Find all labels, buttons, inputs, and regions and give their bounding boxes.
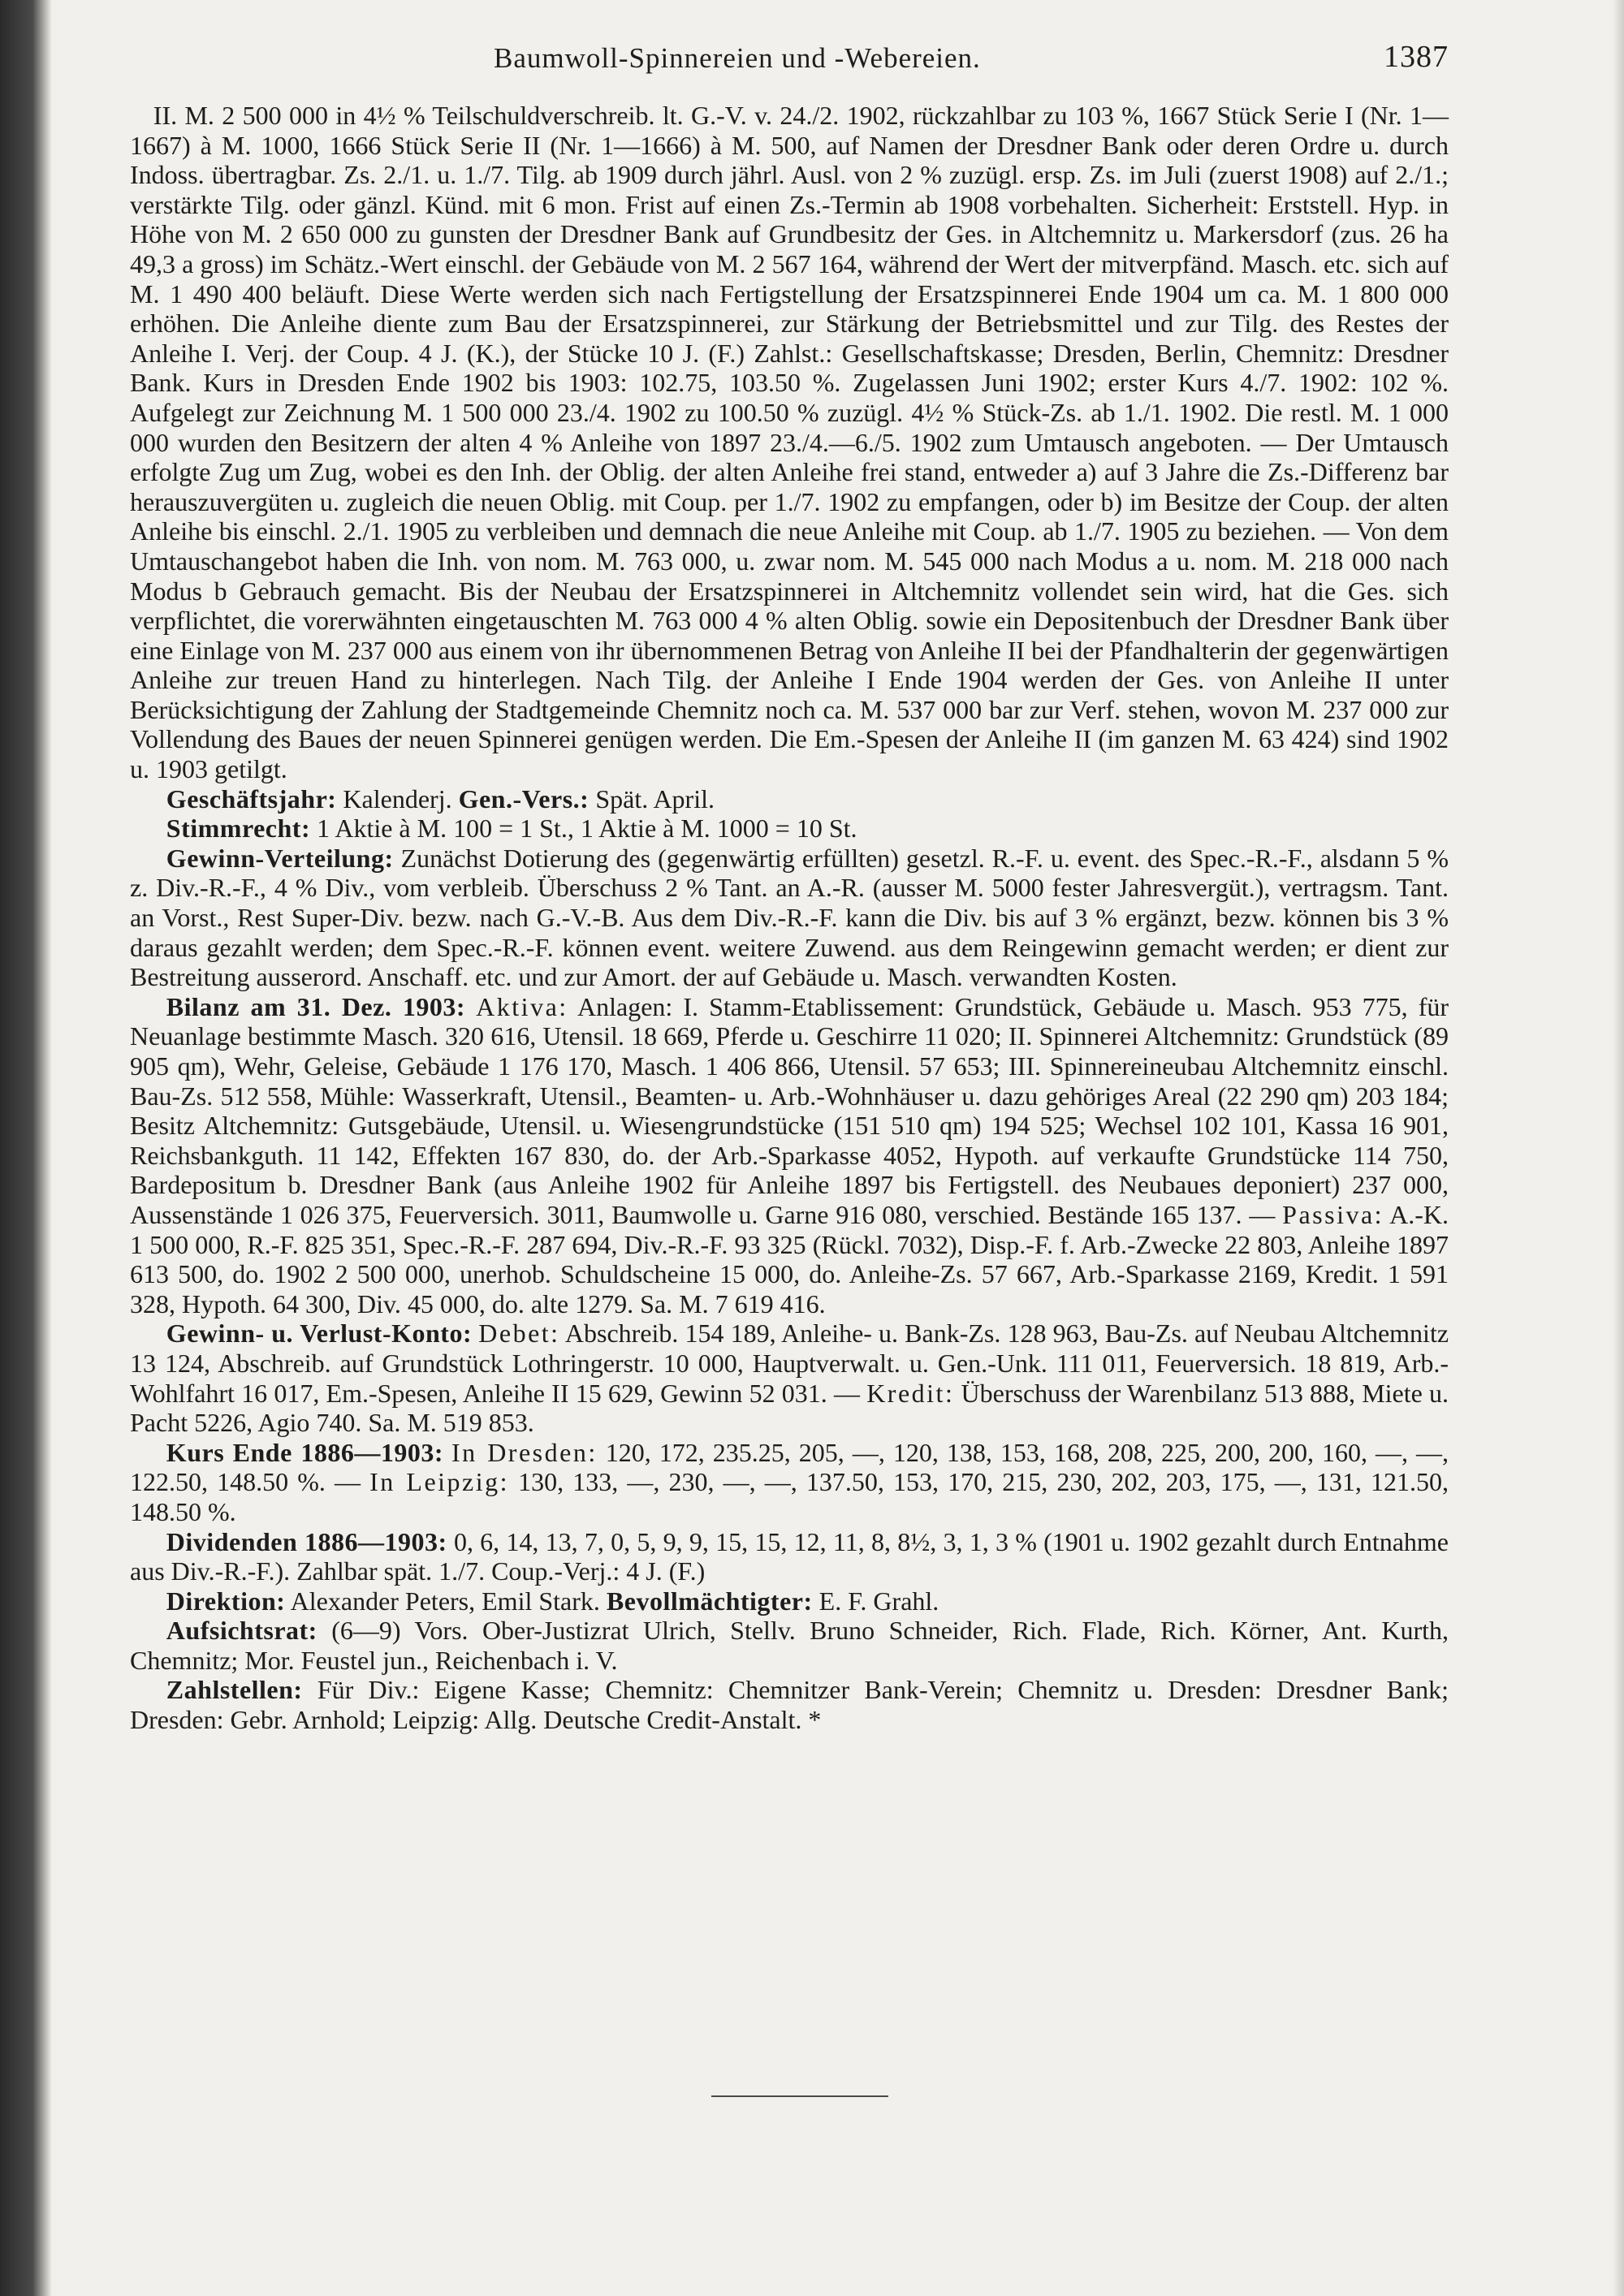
geschaeftsjahr-paragraph (130, 784, 1449, 814)
debet-text: Abschreib. 154 189, Anleihe- u. Bank-Zs. 128 963, Bau-Zs. auf Neubau Altchemnitz 13 124, Abschreib. auf Grundstück Lothringerstr. 10 000, Hauptverwalt. u. Gen.-Unk. 111 011, Feuerversich. 18 819, Arb.-Wohlfahrt 16 017, Em.-Spesen, Anleihe II 15 629, Gewinn 52 031. — (130, 1318, 1449, 1408)
kurs-label: Kurs Ende 1886—1903: (166, 1437, 443, 1467)
aufsichtsrat-paragraph (130, 1616, 1449, 1675)
kredit-text: Überschuss der Warenbilanz 513 888, Miete u. Pacht 5226, Agio 740. Sa. M. 519 853. (130, 1378, 1449, 1438)
zahlstellen-label: Zahlstellen: (166, 1675, 303, 1705)
kurs-dresden-text: 120, 172, 235.25, 205, —, 120, 138, 153, 168, 208, 225, 200, 200, 160, —, —, 122.50, 148.50 %. — (130, 1437, 1449, 1497)
dividenden-text: 0, 6, 14, 13, 7, 0, 5, 9, 9, 15, 15, 12, 11, 8, 8½, 3, 1, 3 % (1901 u. 1902 gezahlt durch Entnahme aus Div.-R.-F.). Zahlbar spät. 1./7. Coup.-Verj.: 4 J. (F.) (130, 1526, 1449, 1586)
geschaeftsjahr-text: Kalenderj. (343, 783, 452, 814)
kurs-dresden-label: In Dresden: (451, 1437, 598, 1467)
aktiva-label: Aktiva: (476, 991, 568, 1021)
running-title: Baumwoll-Spinnereien und -Webereien. (494, 42, 981, 74)
passiva-text: A.-K. 1 500 000, R.-F. 825 351, Spec.-R.-F. 287 694, Div.-R.-F. 93 325 (Rückl. 7032), Disp.-F. f. Arb.-Zwecke 22 803, Anleihe 1897 613 500, do. 1902 2 500 000, unerhob. Schuldscheine 15 000, do. Anleihe-Zs. 57 667, Arb.-Sparkasse 2169, Kredit. 1 591 328, Hypoth. 64 300, Div. 45 000, do. alte 1279. Sa. M. 7 619 416. (130, 1199, 1449, 1318)
section-divider (711, 2095, 888, 2097)
guv-label: Gewinn- u. Verlust-Konto: (166, 1318, 473, 1349)
aufsichtsrat-text: (6—9) Vors. Ober-Justizrat Ulrich, Stellv. Bruno Schneider, Rich. Flade, Rich. Körner, Ant. Kurth, Chemnitz; Mor. Feustel jun., Reichenbach i. V. (130, 1616, 1449, 1675)
aktiva-text: Anlagen: I. Stamm-Etablissement: Grundstück, Gebäude u. Masch. 953 775, für Neuanlage bestimmte Masch. 320 616, Utensil. 18 669, Pferde u. Geschirre 11 020; II. Spinnerei Altchemnitz: Grundstück (89 905 qm), Wehr, Geleise, Gebäude 1 176 170, Masch. 1 406 866, Utensil. 57 653; III. Spinnereineubau Altchemnitz einschl. Bau-Zs. 512 558, Mühle: Wasserkraft, Utensil., Beamten- u. Arb.-Wohnhäuser u. dazu gehöriges Areal (22 290 qm) 203 184; Besitz Altchemnitz: Gutsgebäude, Utensil. u. Wiesengrundstücke (151 510 qm) 194 525; Wechsel 102 101, Kassa 16 901, Reichsbankguth. 11 142, Effekten 167 830, do. der Arb.-Sparkasse 4052, Hypoth. auf verkaufte Grundstücke 114 750, Bardepositum b. Dresdner Bank (aus Anleihe 1902 für Anleihe 1897 bis Fertigstell. des Neubaues deponiert) 237 000, Aussenstände 1 026 375, Feuerversich. 3011, Baumwolle u. Garne 916 080, verschied. Bestände 165 137. (130, 991, 1449, 1229)
stimmrecht-paragraph (130, 814, 1449, 844)
dividenden-paragraph (130, 1527, 1449, 1586)
direktion-text: Alexander Peters, Emil Stark. (290, 1586, 600, 1616)
aufsichtsrat-label: Aufsichtsrat: (166, 1616, 317, 1646)
bevollmaechtigter-text: E. F. Grahl. (818, 1586, 939, 1616)
anleihe-paragraph: II. M. 2 500 000 in 4½ % Teilschuldverschreib. lt. G.-V. v. 24./2. 1902, rückzahlbar zu 103 %, 1667 Stück Serie I (Nr. 1—1667) à M. 1000, 1666 Stück Serie II (Nr. 1—1666) à M. 500, auf Namen der Dresdner Bank oder deren Ordre u. durch Indoss. übertragbar. Zs. 2./1. u. 1./7. Tilg. ab 1909 durch jährl. Ausl. von 2 % zuzügl. ersp. Zs. im Juli (zuerst 1908) auf 2./1.; verstärkte Tilg. oder gänzl. Künd. mit 6 mon. Frist auf einen Zs.-Termin ab 1908 vorbehalten. Sicherheit: Erststell. Hyp. in Höhe von M. 2 650 000 zu gunsten der Dresdner Bank auf Grundbesitz der Ges. in Altchemnitz u. Markersdorf (zus. 26 ha 49,3 a gross) im Schätz.-Wert einschl. der Gebäude von M. 2 567 164, während der Wert der mitverpfänd. Masch. etc. sich auf M. 1 490 400 beläuft. Diese Werte werden sich nach Fertigstellung der Ersatzspinnerei Ende 1904 um ca. M. 1 800 000 erhöhen. Die Anleihe diente zum Bau der Ersatzspinnerei, zur Stärkung der Betriebsmittel und zur Tilg. des Restes der Anleihe I. Verj. der Coup. 4 J. (K.), der Stücke 10 J. (F.) Zahlst.: Gesellschaftskasse; Dresden, Berlin, Chemnitz: Dresdner Bank. Kurs in Dresden Ende 1902 bis 1903: 102.75, 103.50 %. Zugelassen Juni 1902; erster Kurs 4./7. 1902: 102 %. Aufgelegt zur Zeichnung M. 1 500 000 23./4. 1902 zu 100.50 % zuzügl. 4½ % Stück-Zs. ab 1./1. 1902. Die restl. M. 1 000 000 wurden den Besitzern der alten 4 % Anleihe von 1897 23./4.—6./5. 1902 zum Umtausch angeboten. — Der Umtausch erfolgte Zug um Zug, wobei es den Inh. der Oblig. der alten Anleihe frei stand, entweder a) auf 3 Jahre die Zs.-Differenz bar herauszuvergüten u. zugleich die neuen Oblig. mit Coup. per 1./7. 1902 zu empfangen, oder b) im Besitze der Coup. der alten Anleihe bis einschl. 2./1. 1905 zu verbleiben und demnach die neue Anleihe mit Coup. ab 1./7. 1905 zu beziehen. — Von dem Umtauschangebot haben die Inh. von nom. M. 763 000, u. zwar nom. M. 545 000 nach Modus a u. nom. M. 218 000 nach Modus b Gebrauch gemacht. Bis der Neubau der Ersatzspinnerei in Altchemnitz vollendet sein wird, hat die Ges. sich verpflichtet, die vorerwähnten eingetauschten M. 763 000 4 % alten Oblig. sowie ein Depositenbuch der Dresdner Bank über eine Einlage von M. 237 000 aus einem von ihr übernommenen Betrag von Anleihe II bei der Pfandhalterin der gegenwärtigen Anleihe zur treuen Hand zu hinterlegen. Nach Tilg. der Anleihe I Ende 1904 werden der Ges. von Anleihe II unter Berücksichtigung der Zahlung der Stadtgemeinde Chemnitz noch ca. M. 537 000 bar zur Verf. stehen, wovon M. 237 000 zur Vollendung des Baues der neuen Spinnerei genügen werden. Die Em.-Spesen der Anleihe II (im ganzen M. 63 424) sind 1902 u. 1903 getilgt. (130, 101, 1449, 784)
gen-vers-text: Spät. April. (595, 783, 715, 814)
dividenden-label: Dividenden 1886—1903: (166, 1526, 447, 1556)
gen-vers-label: Gen.-Vers.: (458, 783, 590, 814)
bilanz-paragraph: Bilanz am 31. Dez. 1903: Aktiva: Anlagen: I. Stamm-Etablissement: Grundstück, Gebäude u. Masch. 953 775, für Neuanlage bestimmte Masch. 320 616, Utensil. 18 669, Pferde u. Geschirre 11 020; II. Spinnerei Altchemnitz: Grundstück (89 905 qm), Wehr, Geleise, Gebäude 1 176 170, Masch. 1 406 866, Utensil. 57 653; III. Spinnereineubau Altchemnitz einschl. Bau-Zs. 512 558, Mühle: Wasserkraft, Utensil., Beamten- u. Arb.-Wohnhäuser u. dazu gehöriges Areal (22 290 qm) 203 184; Besitz Altchemnitz: Gutsgebäude, Utensil. u. Wiesengrundstücke (151 510 qm) 194 525; Wechsel 102 101, Kassa 16 901, Reichsbankguth. 11 142, Effekten 167 830, do. der Arb.-Sparkasse 4052, Hypoth. auf verkaufte Grundstücke 114 750, Bardepositum b. Dresdner Bank (aus Anleihe 1902 für Anleihe 1897 bis Fertigstell. des Neubaues deponiert) 237 000, Aussenstände 1 026 375, Feuerversich. 3011, Baumwolle u. Garne 916 080, verschied. Bestände 165 137. — Passiva: A.-K. 1 500 000, R.-F. 825 351, Spec.-R.-F. 287 694, Div.-R.-F. 93 325 (Rückl. 7032), Disp.-F. f. Arb.-Zwecke 22 803, Anleihe 1897 613 500, do. 1902 2 500 000, unerhob. Schuldscheine 15 000, do. Anleihe-Zs. 57 667, Arb.-Sparkasse 2169, Kredit. 1 591 328, Hypoth. 64 300, Div. 45 000, do. alte 1279. Sa. M. 7 619 416. (130, 991, 1449, 1318)
direktion-paragraph (130, 1586, 1449, 1616)
scan-binding-edge (0, 0, 52, 2296)
bilanz-label: Bilanz am 31. Dez. 1903: (166, 991, 466, 1021)
scan-right-edge (1613, 0, 1624, 2296)
debet-label: Debet: (478, 1318, 560, 1349)
direktion-label: Direktion: (166, 1586, 286, 1616)
passiva-label: Passiva: (1282, 1199, 1384, 1229)
stimmrecht-label: Stimmrecht: (166, 814, 311, 844)
page-header (130, 42, 1449, 89)
zahlstellen-text: Für Div.: Eigene Kasse; Chemnitz: Chemnitzer Bank-Verein; Chemnitz u. Dresden: Dresdner Bank; Dresden: Gebr. Arnhold; Leipzig: Allg. Deutsche Credit-Anstalt. * (130, 1675, 1449, 1735)
gewinn-verteilung-paragraph (130, 844, 1449, 992)
kurs-leipzig-label: In Leipzig: (369, 1467, 510, 1497)
geschaeftsjahr-label: Geschäftsjahr: (166, 783, 337, 814)
kredit-label: Kredit: (866, 1378, 955, 1408)
gewinn-verteilung-text: Zunächst Dotierung des (gegenwärtig erfüllten) gesetzl. R.-F. u. event. des Spec.-R.-F., alsdann 5 % z. Div.-R.-F., 4 % Div., vom verbleib. Überschuss 2 % Tant. an A.-R. (ausser M. 5000 fester Jahresvergüt.), vertragsm. Tant. an Vorst., Rest Super-Div. bezw. nach G.-V.-B. Aus dem Div.-R.-F. kann die Div. bis auf 3 % ergänzt, bezw. können bis 3 % daraus gezahlt werden; dem Spec.-R.-F. können event. weitere Zuwend. aus dem Reingewinn gemacht werden; er dient zur Bestreitung ausserord. Anschaff. etc. und zur Amort. der auf Gebäude u. Masch. verwandten Kosten. (130, 843, 1449, 992)
kurs-paragraph (130, 1438, 1449, 1527)
gewinn-verteilung-label: Gewinn-Verteilung: (166, 843, 394, 873)
stimmrecht-text: 1 Aktie à M. 100 = 1 St., 1 Aktie à M. 1000 = 10 St. (317, 814, 857, 844)
bevollmaechtigter-label: Bevollmächtigter: (606, 1586, 813, 1616)
zahlstellen-paragraph (130, 1675, 1449, 1734)
guv-paragraph (130, 1318, 1449, 1437)
document-page (130, 42, 1449, 1735)
document-body (130, 101, 1449, 1735)
kurs-leipzig-text: 130, 133, —, 230, —, —, 137.50, 153, 170, 215, 230, 202, 203, 175, —, 131, 121.50, 148.50 %. (130, 1467, 1449, 1526)
page-number: 1387 (1384, 40, 1449, 74)
